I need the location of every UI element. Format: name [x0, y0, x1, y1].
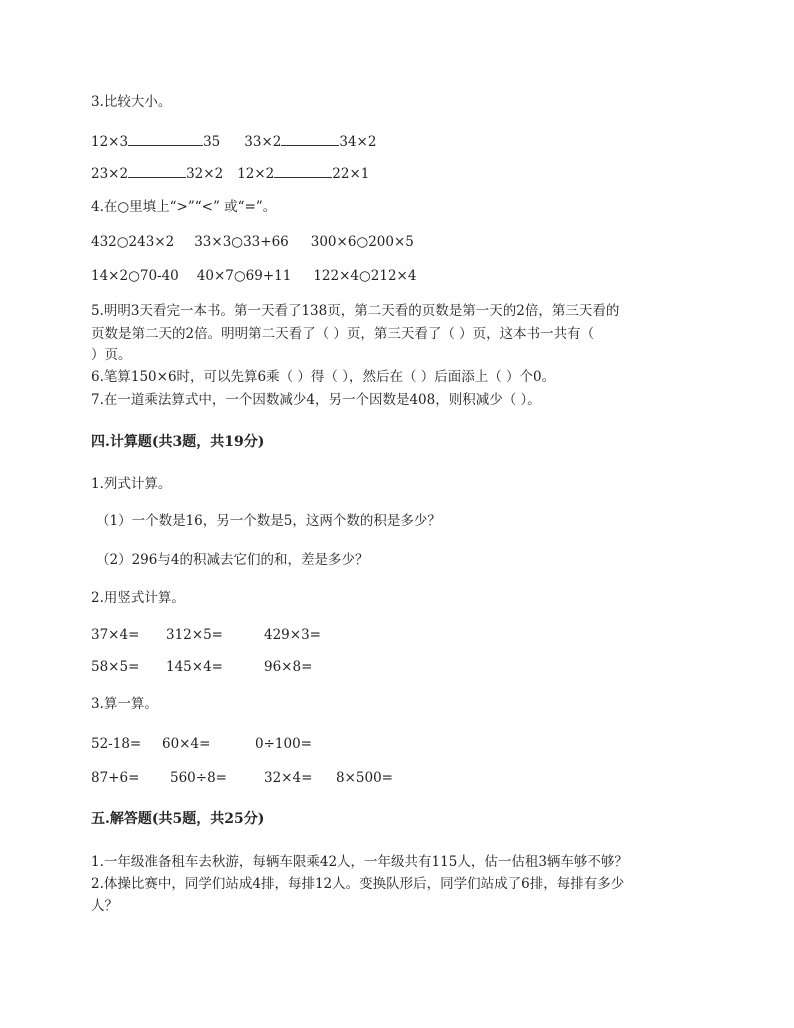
- s5-q2-line-1: 2.体操比赛中，同学们站成4排，每排12人。变换队形后，同学们站成了6排，每排有多少: [91, 876, 625, 892]
- q4-r1-item: 300×6○200×5: [310, 234, 414, 250]
- q3-r2-expr-a: 23×2: [91, 166, 129, 182]
- q4-title: 4.在○里填上“>”“<” 或“=”。: [91, 199, 277, 215]
- s4-p1-title: 1.列式计算。: [91, 476, 172, 492]
- s4-p2-expr: 312×5=: [166, 627, 223, 643]
- s4-p3-expr: 32×4=: [264, 770, 313, 786]
- q3-r2-expr-b: 12×2: [237, 166, 275, 182]
- s4-p2-expr: 145×4=: [166, 659, 223, 675]
- q3-r2-expr-b2: 22×1: [332, 166, 370, 182]
- s4-p3-expr: 8×500=: [336, 770, 393, 786]
- s4-p3-expr: 52-18=: [91, 736, 142, 752]
- answer-blank[interactable]: [281, 133, 339, 146]
- answer-blank[interactable]: [274, 165, 332, 178]
- s5-q2-line-2: 人？: [91, 898, 118, 914]
- s4-p2-expr: 58×5=: [91, 659, 140, 675]
- q3-r2-expr-a2: 32×2: [186, 166, 224, 182]
- q3-row-2: [91, 165, 369, 183]
- q4-r2-item: 14×2○70-40: [91, 268, 179, 284]
- s4-p2-title: 2.用竖式计算。: [91, 590, 185, 606]
- q3-r1-expr-b: 33×2: [244, 134, 282, 150]
- section-5-heading: 五.解答题(共5题，共25分): [91, 811, 265, 827]
- s4-p3-expr: 60×4=: [162, 736, 211, 752]
- q4-row-2: [91, 267, 416, 285]
- q3-row-1: [91, 133, 376, 151]
- q7: 7.在一道乘法算式中，一个因数减少4，另一个因数是408，则积减少（ ）。: [91, 392, 541, 408]
- s4-p2-expr: 429×3=: [264, 627, 321, 643]
- q3-r1-expr-a2: 35: [203, 134, 221, 150]
- q4-r2-item: 40×7○69+11: [196, 268, 292, 284]
- s4-p3-expr: 560÷8=: [170, 770, 227, 786]
- s4-p2-expr: 37×4=: [91, 627, 140, 643]
- s4-p2-expr: 96×8=: [264, 659, 313, 675]
- s4-p3-expr: 87+6=: [91, 770, 140, 786]
- s4-p1-item-1: （1）一个数是16，另一个数是5，这两个数的积是多少？: [96, 513, 441, 529]
- q4-r2-item: 122×4○212×4: [313, 268, 417, 284]
- answer-blank[interactable]: [128, 133, 203, 146]
- q4-r1-item: 432○243×2: [91, 234, 175, 250]
- q5-line-1: 5.明明3天看完一本书。第一天看了138页，第二天看的页数是第一天的2倍，第三天看的: [91, 303, 620, 319]
- q3-r1-expr-b2: 34×2: [339, 134, 377, 150]
- section-4-heading: 四.计算题(共3题，共19分): [91, 434, 265, 450]
- q3-r1-expr-a: 12×3: [91, 134, 129, 150]
- q6: 6.笔算150×6时，可以先算6乘（ ）得（ ），然后在（ ）后面添上（ ）个0。: [91, 369, 556, 385]
- s4-p3-expr: 0÷100=: [255, 736, 312, 752]
- q4-row-1: [91, 233, 414, 251]
- q3-title: 3.比较大小。: [91, 94, 172, 110]
- answer-blank[interactable]: [128, 165, 186, 178]
- s4-p3-title: 3.算一算。: [91, 696, 158, 712]
- q5-line-3: ）页。: [91, 347, 132, 363]
- q5-line-2: 页数是第二天的2倍。明明第二天看了（ ）页，第三天看了（ ）页，这本书一共有（: [91, 326, 595, 342]
- s4-p1-item-2: （2）296与4的积减去它们的和，差是多少？: [96, 552, 369, 568]
- q4-r1-item: 33×3○33+66: [194, 234, 289, 250]
- s5-q1: 1.一年级准备租车去秋游，每辆车限乘42人，一年级共有115人，估一估租3辆车够不够？: [91, 854, 628, 870]
